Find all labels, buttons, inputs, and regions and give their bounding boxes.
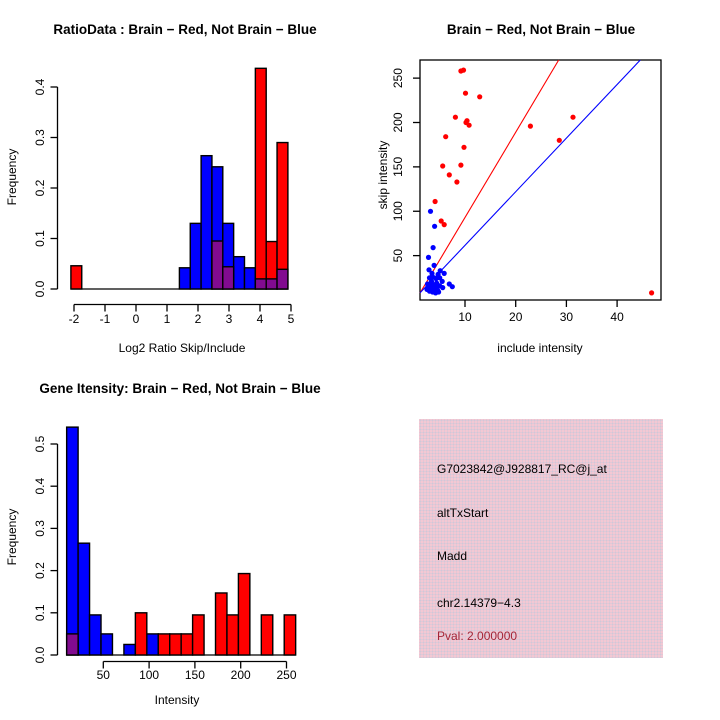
brain-point: [454, 179, 459, 184]
intensity-scatter-panel: [360, 0, 720, 375]
y-tick-label: 0.1: [33, 604, 47, 622]
x-tick-label: 2: [194, 312, 202, 326]
overlap-bar: [67, 634, 78, 655]
chart-title: RatioData : Brain − Red, Not Brain − Blue: [53, 22, 317, 37]
y-tick-label: 250: [391, 68, 405, 89]
y-tick-label: 0.3: [33, 129, 47, 146]
ratio-histogram-panel: [0, 0, 360, 375]
brain-point: [477, 94, 482, 99]
y-tick-label: 0.4: [33, 477, 47, 495]
not-brain-point: [428, 209, 433, 214]
not-brain-point: [450, 284, 455, 289]
brain-point: [433, 199, 438, 204]
not-brain-point: [440, 279, 445, 284]
brain-bar: [216, 593, 227, 655]
not-brain-bar: [201, 156, 212, 289]
brain-bar: [181, 634, 192, 655]
y-tick-label: 50: [391, 248, 405, 263]
not-brain-bar: [179, 268, 190, 289]
x-axis-label: Log2 Ratio Skip/Include: [118, 341, 246, 355]
y-axis-label: Frequency: [5, 508, 19, 566]
brain-bar: [227, 615, 238, 655]
x-axis-label: include intensity: [497, 341, 583, 355]
x-tick-label: 250: [276, 668, 297, 682]
y-tick-label: 0.1: [33, 230, 47, 247]
y-axis-label: skip intensity: [376, 140, 390, 210]
brain-point: [464, 118, 469, 123]
y-tick-label: 0.4: [33, 78, 47, 96]
brain-bars: [135, 574, 295, 655]
not-brain-ratio-line: [420, 60, 640, 293]
brain-point: [649, 290, 654, 295]
overlap-bar: [266, 279, 277, 289]
not-brain-point: [440, 285, 445, 290]
y-axis-label: Frequency: [5, 148, 19, 206]
overlap-bar: [212, 241, 223, 289]
overlap-bar: [277, 269, 288, 289]
brain-bar: [170, 634, 181, 655]
brain-point: [467, 123, 472, 128]
not-brain-point: [431, 245, 436, 250]
not-brain-bar: [147, 634, 158, 655]
x-tick-label: 40: [610, 310, 624, 324]
gene-name-text: Madd: [437, 549, 468, 563]
x-tick-label: 100: [139, 668, 160, 682]
chromosome-location-text: chr2.14379−4.3: [437, 596, 521, 610]
overlap-bars: [67, 634, 78, 655]
x-tick-label: -1: [99, 312, 111, 326]
brain-bar: [261, 615, 272, 655]
not-brain-point: [429, 279, 434, 284]
x-tick-label: 30: [559, 310, 574, 324]
x-tick-label: 50: [96, 668, 110, 682]
not-brain-point: [429, 271, 434, 276]
not-brain-point: [434, 281, 439, 286]
brain-point: [570, 115, 575, 120]
y-tick-label: 0.2: [33, 179, 47, 197]
not-brain-bar: [78, 543, 89, 655]
not-brain-bar: [101, 634, 112, 655]
brain-point: [447, 172, 452, 177]
x-tick-label: 20: [509, 310, 523, 324]
event-type-text: altTxStart: [437, 506, 489, 520]
brain-point: [461, 145, 466, 150]
gene-intensity-histogram-panel: [0, 375, 360, 720]
brain-point: [440, 163, 445, 168]
y-tick-label: 0.3: [33, 520, 47, 537]
x-tick-label: 1: [163, 312, 171, 326]
not-brain-point: [425, 284, 430, 289]
brain-point: [453, 115, 458, 120]
y-tick-label: 0.0: [33, 646, 47, 664]
brain-point: [463, 91, 468, 96]
not-brain-point: [432, 224, 437, 229]
x-tick-label: 5: [287, 312, 295, 326]
x-tick-label: 10: [458, 310, 472, 324]
brain-points: [433, 68, 655, 296]
not-brain-point: [442, 271, 447, 276]
brain-bar: [284, 615, 295, 655]
pval-text: Pval: 2.000000: [437, 629, 518, 643]
x-tick-label: 150: [184, 668, 205, 682]
brain-point: [442, 222, 447, 227]
brain-bar: [255, 68, 266, 289]
not-brain-point: [426, 255, 431, 260]
overlap-bar: [223, 267, 234, 289]
brain-bars: [71, 68, 288, 289]
x-tick-label: -2: [68, 312, 80, 326]
brain-bar: [71, 266, 82, 289]
chart-title: Gene Itensity: Brain − Red, Not Brain − Blue: [39, 381, 321, 396]
brain-bar: [238, 574, 249, 655]
brain-point: [528, 124, 533, 129]
not-brain-bar: [234, 257, 245, 289]
not-brain-bar: [67, 427, 78, 655]
y-tick-label: 0.2: [33, 562, 47, 579]
brain-bar: [277, 143, 288, 289]
x-tick-label: 0: [132, 312, 140, 326]
brain-point: [443, 134, 448, 139]
not-brain-bar: [245, 268, 256, 289]
y-tick-label: 100: [391, 201, 405, 222]
brain-bar: [135, 613, 146, 655]
overlap-bar: [255, 279, 266, 289]
y-tick-label: 0.0: [33, 280, 47, 298]
brain-bar: [158, 634, 169, 655]
not-brain-bar: [124, 644, 135, 655]
y-tick-label: 200: [391, 112, 405, 133]
y-tick-label: 150: [391, 156, 405, 177]
not-brain-point: [432, 263, 437, 268]
chart-title: Brain − Red, Not Brain − Blue: [446, 22, 636, 37]
not-brain-bar: [190, 223, 201, 289]
brain-bar: [193, 615, 204, 655]
brain-ratio-line: [420, 60, 559, 293]
brain-point: [461, 68, 466, 73]
gene-info-panel: [419, 419, 663, 658]
not-brain-bar: [90, 615, 101, 655]
not-brain-point: [436, 272, 441, 277]
x-tick-label: 4: [256, 312, 264, 326]
probe-id-text: G7023842@J928817_RC@j_at: [437, 462, 607, 476]
brain-point: [557, 138, 562, 143]
brain-point: [458, 163, 463, 168]
x-tick-label: 200: [230, 668, 251, 682]
y-tick-label: 0.5: [33, 435, 47, 453]
x-axis-label: Intensity: [154, 693, 200, 707]
x-tick-label: 3: [225, 312, 233, 326]
